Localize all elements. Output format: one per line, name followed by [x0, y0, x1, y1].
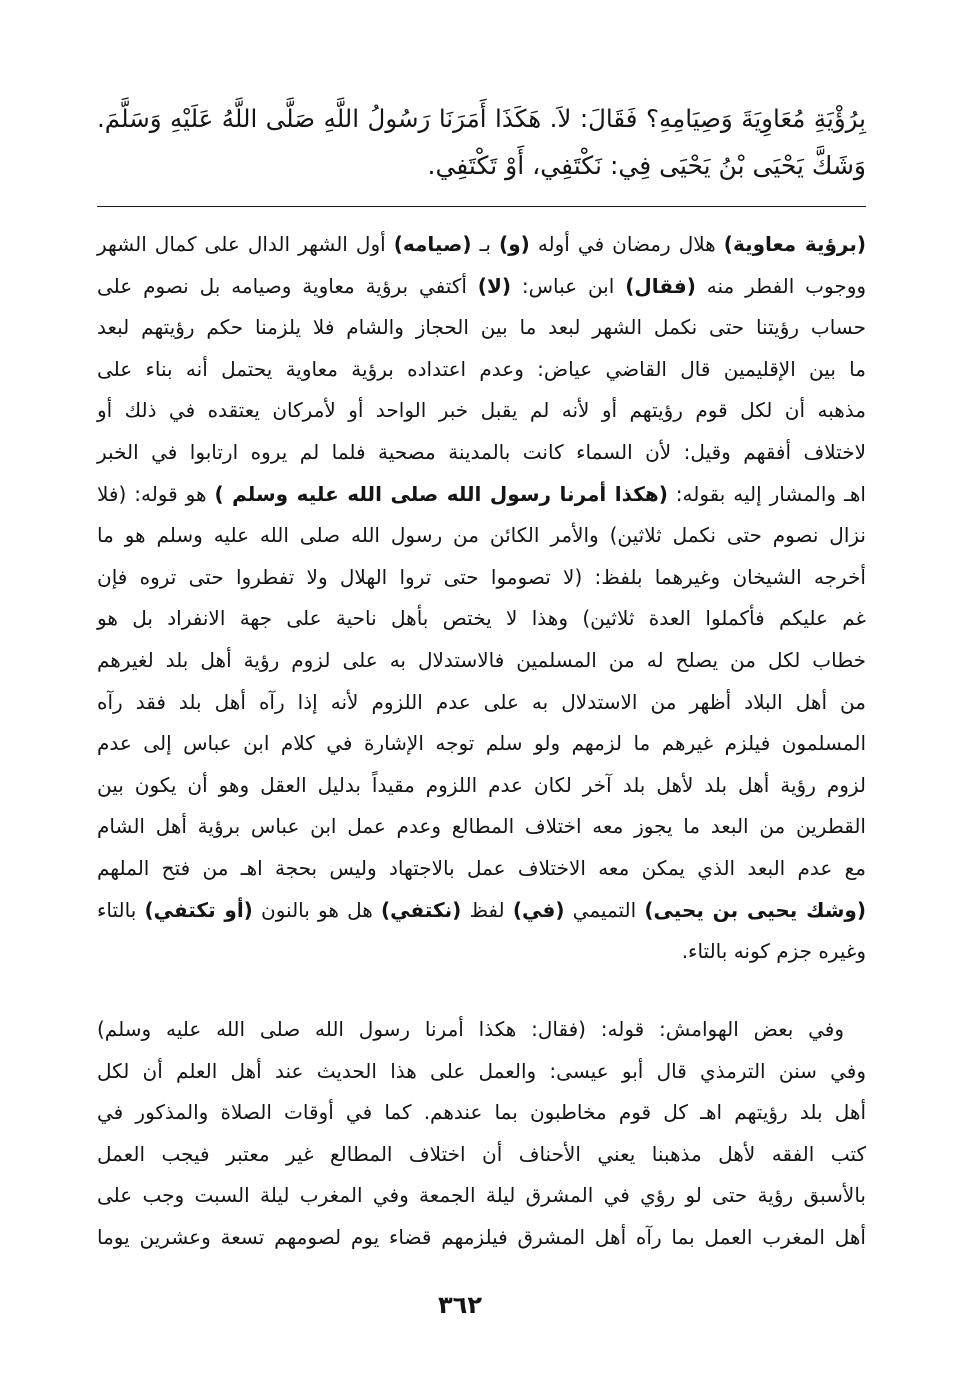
commentary-text: ما بين الإقليمين قال القاضي عياض: وعدم اعتداده برؤية معاوية يحتمل أنه بناء على: [97, 356, 866, 381]
commentary-line-text: [97, 731, 866, 755]
commentary-text: المسلمون فيلزم غيرهم ما لزمهم ولو سلم توجه الإشارة في كلام ابن عباس إلى عدم: [97, 731, 866, 756]
commentary-line: [97, 931, 866, 973]
commentary-line: [97, 806, 866, 848]
commentary-line-text: [97, 856, 866, 880]
commentary-line-text: [97, 523, 866, 547]
quoted-matn-text: (صيامه): [393, 232, 472, 256]
hadith-line: [97, 142, 866, 189]
commentary-text: أكتفي برؤية معاوية وصيامه بل نصوم على: [97, 273, 478, 298]
commentary-line-text: [682, 939, 866, 963]
page-number: ٣٦٢: [438, 1291, 482, 1319]
commentary-line: [97, 307, 866, 349]
quoted-matn-text: (وشك يحيى بن يحيى): [644, 897, 866, 922]
commentary-line: [97, 515, 866, 557]
commentary-text: ابن عباس:: [510, 273, 626, 298]
commentary-text: ووجوب الفطر منه: [695, 273, 867, 298]
commentary-line: [97, 390, 866, 432]
commentary-text: نزال نصوم حتى نكمل ثلاثين) والأمر الكائن من رسول الله صلى الله عليه وسلم هو ما: [97, 523, 866, 548]
commentary-line-text: [97, 898, 866, 922]
commentary-line-text: [97, 690, 866, 714]
commentary-line-text: [97, 274, 866, 298]
commentary-line-text: [97, 606, 866, 630]
commentary-line: [97, 474, 866, 516]
commentary-text: أخرجه الشيخان وغيرهما بلفظ: (لا تصوموا حتى تروا الهلال ولا تفطروا حتى تروه فإن: [97, 564, 866, 589]
quoted-matn-text: (نكتفي): [381, 897, 462, 922]
hadith-text: [97, 95, 866, 189]
commentary-line: [97, 723, 866, 765]
commentary-text: لزوم رؤية أهل بلد لأهل بلد آخر لكان عدم اللزوم مقيداً بدليل العقل وهو أن يكون بين: [97, 772, 866, 797]
commentary-line-text: [97, 232, 866, 256]
quoted-matn-text: (فقال): [625, 273, 696, 298]
quoted-matn-text: (لا): [477, 273, 511, 298]
margin-note-line-text: بالأسبق رؤية حتى لو رؤي في المشرق ليلة الجمعة وفي المغرب ليلة السبت وجب على: [97, 1183, 866, 1207]
margin-note-line-text: أهل المغرب العمل بما رآه أهل المشرق فيلزمهم قضاء يوم لصومهم تسعة وعشرين يوما: [97, 1224, 866, 1249]
commentary-text: بـ: [471, 232, 500, 256]
commentary-line-text: [97, 482, 866, 506]
commentary-text: خطاب لكل من يصلح له من المسلمين فالاستدلال به على لزوم رؤية أهل بلد لغيرهم: [97, 647, 866, 672]
commentary-text: هل هو بالنون: [252, 897, 382, 922]
margin-note: [97, 1009, 866, 1258]
hadith-line: [97, 95, 866, 142]
commentary-text: وغيره جزم كونه بالتاء.: [681, 939, 866, 964]
commentary-line: [97, 765, 866, 807]
commentary-text: من أهل البلاد أظهر من الاستدلال به على عدم اللزوم لأنه إذا رآه أهل بلد فقد رآه: [97, 689, 866, 714]
commentary-line-text: [97, 648, 866, 672]
commentary-line: [97, 598, 866, 640]
margin-note-line-text: أهل بلد رؤيتهم اهـ كل قوم مخاطبون بما عندهم. كما في أوقات الصلاة والمذكور في: [97, 1100, 866, 1124]
commentary-text: بالتاء: [97, 897, 145, 922]
commentary-line-text: [97, 357, 866, 381]
commentary-text: هلال رمضان في أوله: [529, 232, 724, 256]
commentary-text: القطرين من البعد ما يجوز معه اختلاف المطالع وعدم عمل ابن عباس برؤية أهل الشام: [97, 814, 866, 839]
margin-note-line: [97, 1134, 866, 1176]
commentary-line-text: [97, 773, 866, 797]
commentary-line-text: [97, 565, 866, 589]
commentary-text: غم عليكم فأكملوا العدة ثلاثين) وهذا لا يختص بأهل ناحية على جهة الانفراد بل هو: [97, 606, 866, 631]
commentary-line: [97, 890, 866, 932]
margin-note-line-text: كتب الفقه لأهل مذهبنا يعني الأحناف أن اختلاف المطالع غير معتبر فيجب العمل: [97, 1141, 866, 1166]
commentary-text: اهـ والمشار إليه بقوله:: [667, 481, 866, 506]
commentary-text: أول الشهر الدال على كمال الشهر: [97, 232, 394, 256]
quoted-matn-text: (في): [512, 897, 565, 922]
commentary-text: حساب رؤيتنا حتى نكمل الشهر لبعد ما بين الحجاز والشام فلا يلزمنا حكم رؤيتهم لبعد: [97, 315, 866, 340]
quoted-matn-text: (برؤية معاوية): [723, 232, 867, 256]
commentary-line: [97, 266, 866, 308]
margin-note-line: [97, 1175, 866, 1217]
commentary-text: هو قوله: (فلا: [97, 481, 215, 506]
hadith-line-text: بِرُؤْيَةِ مُعَاوِيَةَ وَصِيَامِهِ؟ فَقَالَ: لاَ. هَكَذَا أَمَرَنَا رَسُولُ اللَّهِ صَلَّى اللَّهُ عَلَيْهِ وَسَلَّمَ.: [97, 104, 866, 133]
commentary: [97, 224, 866, 973]
quoted-matn-text: (أو تكتفي): [144, 897, 253, 922]
commentary-text: مع عدم البعد الذي يمكن معه الاختلاف عمل بالاجتهاد وليس بحجة اهـ من فتح الملهم: [97, 855, 866, 880]
quoted-matn-text: (هكذا أمرنا رسول الله صلى الله عليه وسلم ): [214, 481, 668, 506]
commentary-text: مذهبه أن لكل قوم رؤيتهم أو لأنه لم يقبل خبر الواحد أو لأمركان يعتقده في ذلك أو: [97, 398, 866, 423]
commentary-line-text: [97, 398, 866, 422]
commentary-line-text: [97, 440, 866, 464]
commentary-line: [97, 682, 866, 724]
margin-note-line: [97, 1217, 866, 1259]
margin-note-line-text: وفي سنن الترمذي قال أبو عيسى: والعمل على هذا الحديث عند أهل العلم أن لكل: [97, 1058, 866, 1083]
commentary-text: لاختلاف أفقهم وقيل: لأن السماء كانت بالمدينة مصحية فلما لم يروه ارتابوا في الخبر: [97, 439, 866, 464]
margin-note-line: [97, 1009, 866, 1051]
commentary-line: [97, 640, 866, 682]
commentary-text: التميمي: [564, 897, 645, 922]
commentary-line: [97, 224, 866, 266]
commentary-text: لفظ: [461, 897, 513, 922]
margin-note-line: [97, 1092, 866, 1134]
commentary-line-text: [97, 814, 866, 838]
margin-note-line-text: وفي بعض الهوامش: قوله: (فقال: هكذا أمرنا رسول الله صلى الله عليه وسلم): [97, 1017, 844, 1041]
commentary-line: [97, 432, 866, 474]
quoted-matn-text: (و): [499, 232, 530, 256]
margin-note-line: [97, 1051, 866, 1093]
commentary-line: [97, 848, 866, 890]
hadith-line-text: وَشَكَّ يَحْيَى بْنُ يَحْيَى فِي: نَكْتَفِي، أَوْ تَكْتَفِي.: [427, 151, 866, 180]
commentary-line: [97, 349, 866, 391]
separator-rule: [97, 206, 866, 207]
commentary-line: [97, 557, 866, 599]
commentary-line-text: [97, 315, 866, 339]
